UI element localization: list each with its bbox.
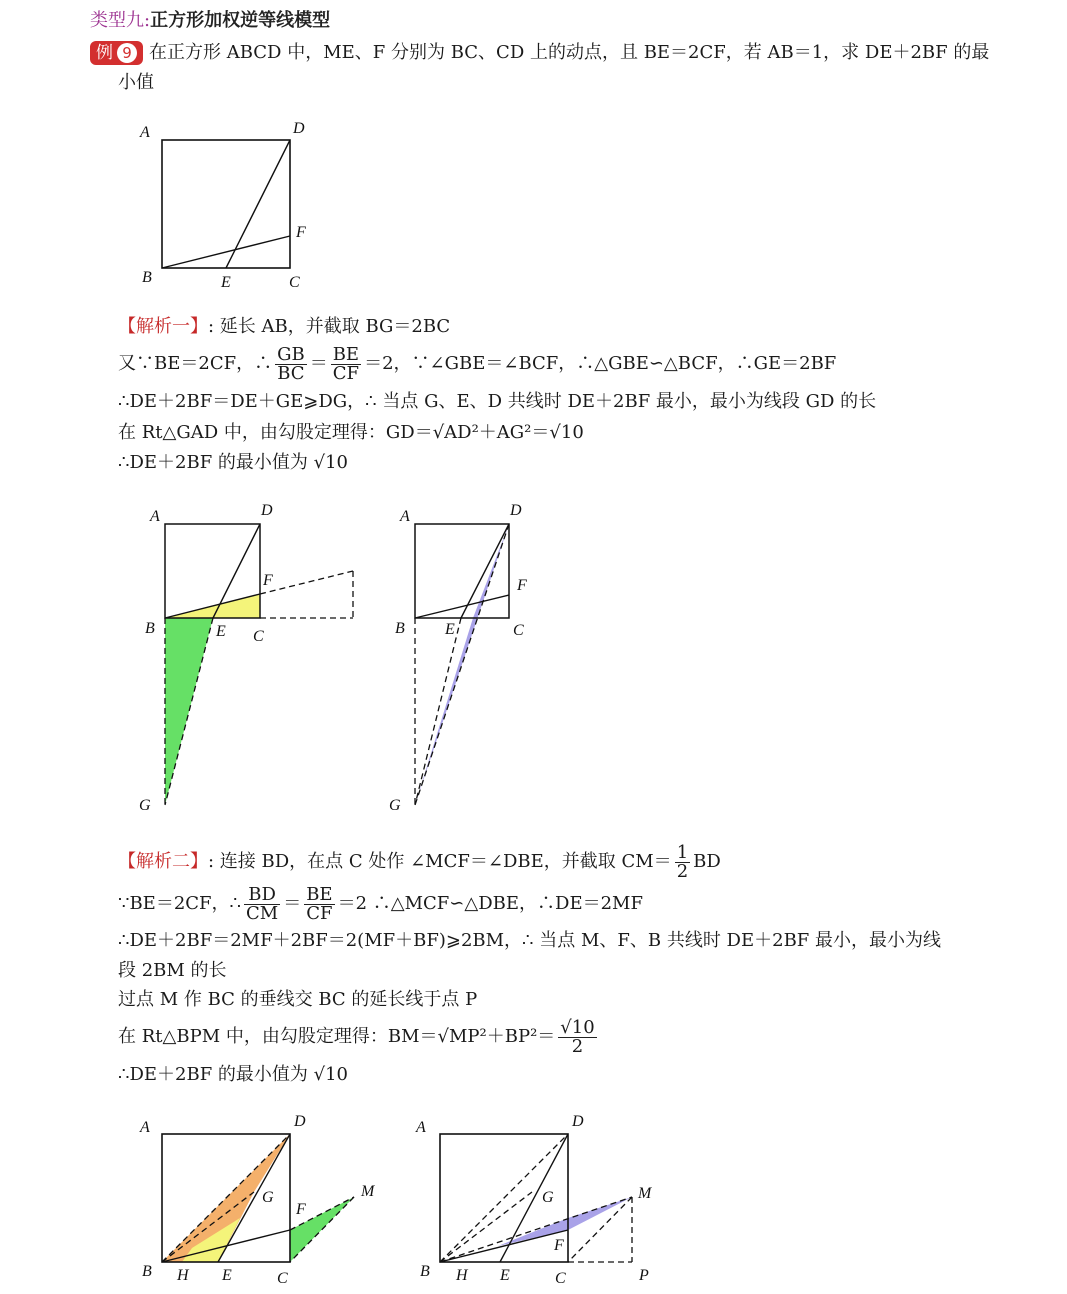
fig2l-label-g: G: [139, 797, 151, 814]
fig3r-label-e: E: [500, 1267, 510, 1284]
figure-2-right: [385, 500, 565, 820]
fig3r-label-p: P: [639, 1267, 649, 1284]
sol1-label: 【解析一】: [118, 316, 208, 337]
fig2l-label-d: D: [261, 502, 273, 519]
fig3l-label-g: G: [262, 1189, 274, 1206]
sol2-line-6: 在 Rt△BPM 中，由勾股定理得：BM＝√MP²＋BP²＝ $\frac{√10}{2}$: [118, 1016, 595, 1057]
fig1-label-e: E: [221, 274, 231, 291]
fig1-label-f: F: [296, 224, 306, 241]
figure-3-left: [130, 1108, 390, 1292]
sol2-line-1: 【解析二】: 连接 BD，在点 C 处作 ∠MCF＝∠DBE，并截取 CM＝ $\frac{1}{2}$ BD: [118, 841, 721, 882]
fig2r-label-a: A: [400, 508, 410, 525]
sol1-line-3: ∴DE＋2BF＝DE＋GE⩾DG，∴ 当点 G、E、D 共线时 DE＋2BF 最小，最小为线段 GD 的长: [118, 391, 877, 412]
fig3r-label-f: F: [554, 1237, 564, 1254]
fig3l-label-h: H: [177, 1267, 189, 1284]
fig2l-label-a: A: [150, 508, 160, 525]
fig3l-label-f: F: [296, 1201, 306, 1218]
fig3l-label-a: A: [140, 1119, 150, 1136]
fig2r-label-d: D: [510, 502, 522, 519]
fig3r-label-m: M: [638, 1185, 652, 1202]
fig3l-label-e: E: [222, 1267, 232, 1284]
fig2r-label-g: G: [389, 797, 401, 814]
fig3r-label-c: C: [555, 1270, 566, 1287]
sol2-frac-be-cf: $\frac{BE}{CF}$: [306, 883, 333, 924]
sol1-line-5: ∴DE＋2BF 的最小值为 √10: [118, 452, 349, 473]
sol2-frac-bd-cm: $\frac{BD}{CM}$: [246, 883, 279, 924]
fig3l-label-b: B: [142, 1263, 152, 1280]
fig2r-label-e: E: [445, 621, 455, 638]
sol2-line-4: 段 2BM 的长: [118, 960, 227, 981]
fig3r-label-g: G: [542, 1189, 554, 1206]
sol2-label: 【解析二】: [118, 851, 208, 872]
sol1-line-1: 【解析一】: 延长 AB，并截取 BG＝2BC: [118, 316, 451, 337]
sol1-frac-be-cf: $\frac{BE}{CF}$: [332, 343, 360, 384]
fig1-label-d: D: [293, 120, 305, 137]
fig2r-label-f: F: [517, 577, 527, 594]
sol1-line-4: 在 Rt△GAD 中，由勾股定理得：GD＝√AD²＋AG²＝√10: [118, 422, 584, 443]
fig3r-label-a: A: [416, 1119, 426, 1136]
sol2-line-2: ∵BE＝2CF，∴ $\frac{BD}{CM}$ ＝ $\frac{BE}{CF}$ ＝2 ∴△MCF∽△DBE，∴DE＝2MF: [118, 883, 643, 924]
section-title: 类型九:正方形加权逆等线模型: [90, 10, 331, 31]
figure-3-right: [408, 1108, 668, 1292]
sol2-line-5: 过点 M 作 BC 的垂线交 BC 的延长线于点 P: [118, 989, 478, 1010]
fig3r-label-h: H: [456, 1267, 468, 1284]
fig2l-label-f: F: [263, 572, 273, 589]
title-category: 类型九: [90, 10, 144, 31]
fig3l-label-c: C: [277, 1270, 288, 1287]
title-name: 正方形加权逆等线模型: [150, 10, 331, 31]
fig2l-label-b: B: [145, 620, 155, 637]
fig3l-label-d: D: [294, 1113, 306, 1130]
sol2-line-7: ∴DE＋2BF 的最小值为 √10: [118, 1064, 349, 1085]
problem-statement: [90, 40, 989, 66]
sol1-line-2: 又∵BE＝2CF，∴ $\frac{GB}{BC}$ ＝ $\frac{BE}{CF}$ ＝2，∵∠GBE＝∠BCF，∴△GBE∽△BCF，∴GE＝2BF: [118, 343, 837, 384]
fig1-label-b: B: [142, 269, 152, 286]
figure-1: [130, 115, 330, 295]
sol1-frac-gb-bc: $\frac{GB}{BC}$: [277, 343, 305, 384]
fig2l-label-c: C: [253, 628, 264, 645]
fig2r-label-c: C: [513, 622, 524, 639]
fig3l-label-m: M: [361, 1183, 375, 1200]
problem-line-2: 小值: [118, 72, 154, 93]
example-badge: 例 9: [90, 41, 143, 65]
sol2-frac-sqrt10-2: $\frac{√10}{2}$: [560, 1016, 595, 1057]
sol2-line-3: ∴DE＋2BF＝2MF＋2BF＝2(MF＋BF)⩾2BM，∴ 当点 M、F、B 共线时 DE＋2BF 最小，最小为线: [118, 930, 942, 951]
fig3r-label-d: D: [572, 1113, 584, 1130]
figure-2-left: [135, 500, 375, 820]
fig1-label-a: A: [140, 124, 150, 141]
fig3r-label-b: B: [420, 1263, 430, 1280]
sol2-frac-half: $\frac{1}{2}$: [676, 841, 689, 882]
problem-line-1: 在正方形 ABCD 中，ME、F 分别为 BC、CD 上的动点，且 BE＝2CF，若 AB＝1，求 DE＋2BF 的最: [149, 42, 990, 63]
fig2l-label-e: E: [216, 623, 226, 640]
fig2r-label-b: B: [395, 620, 405, 637]
fig1-label-c: C: [289, 274, 300, 291]
